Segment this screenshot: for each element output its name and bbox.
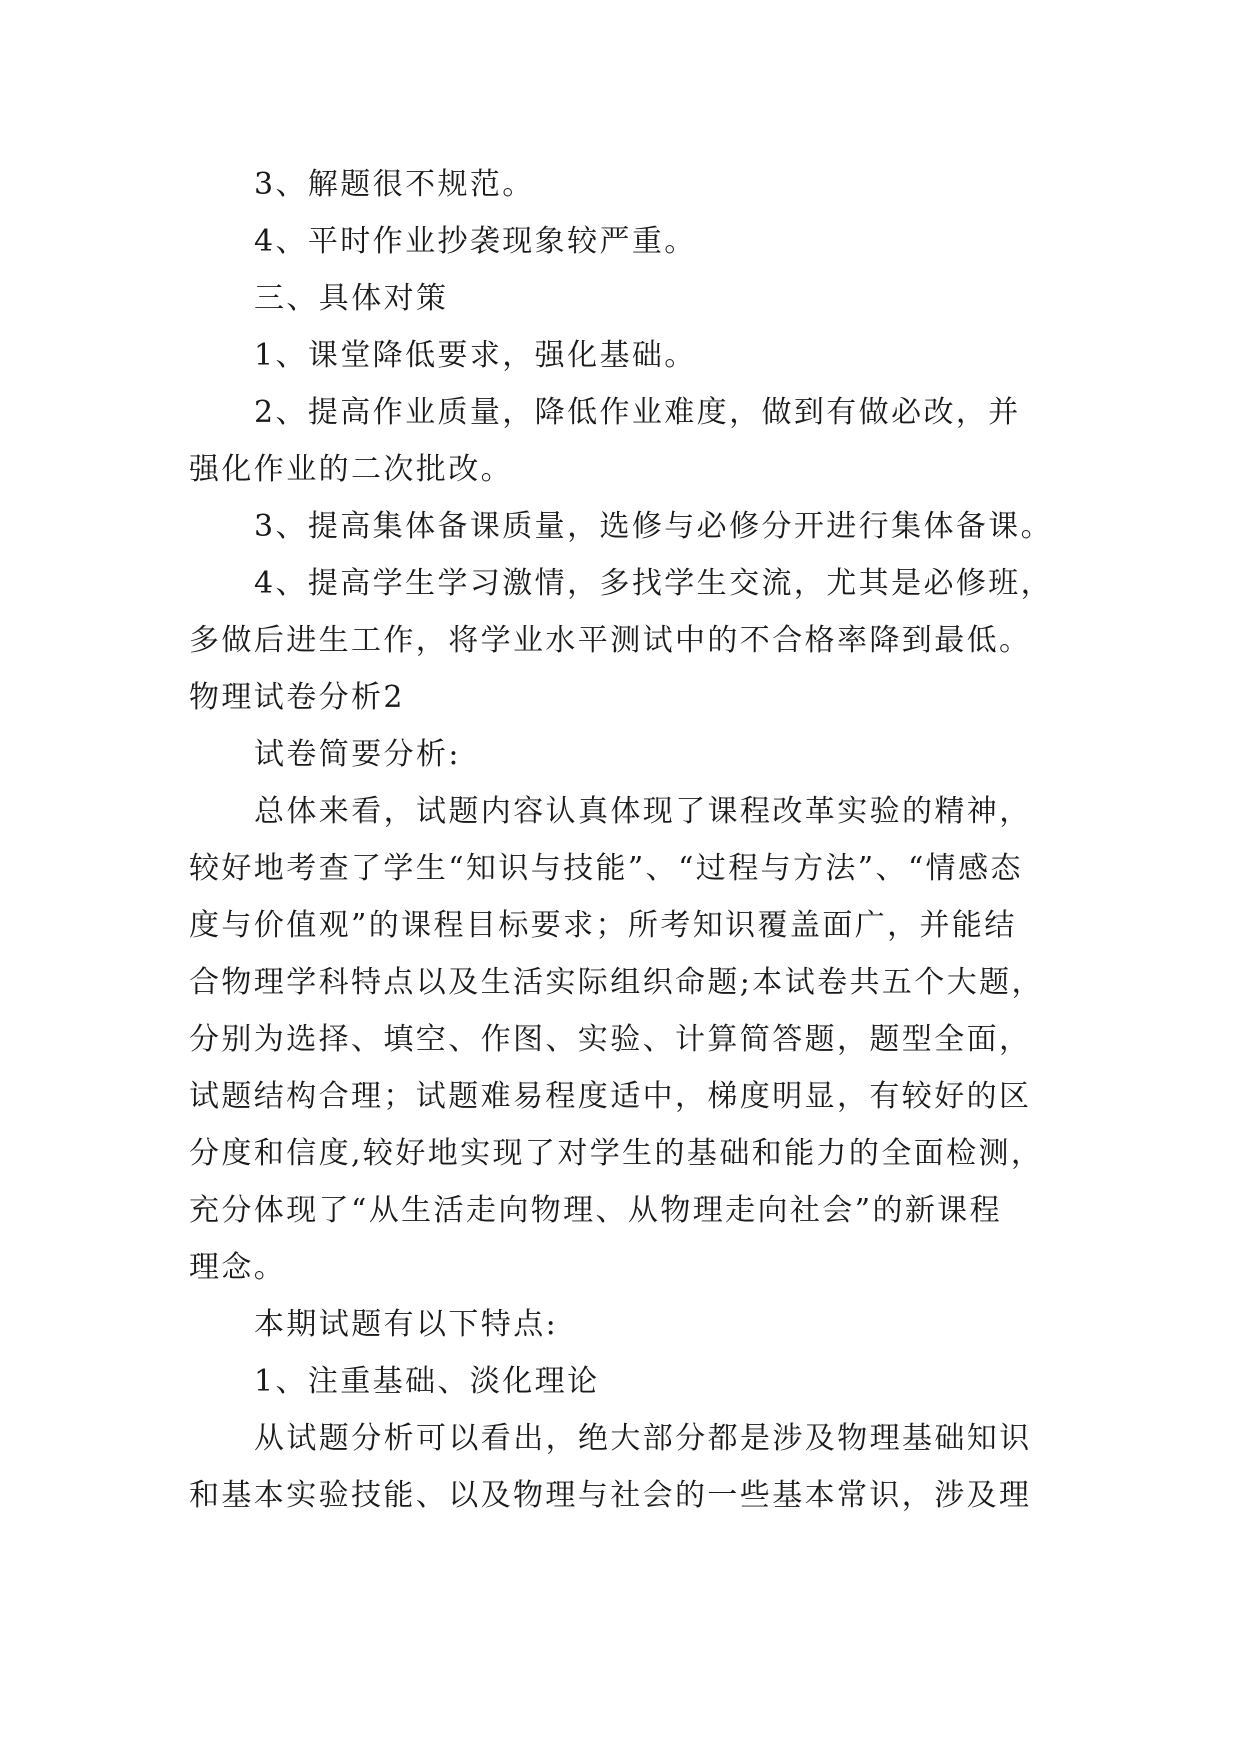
section-heading: 三、具体对策: [254, 281, 449, 316]
text-line: 分别为选择、填空、作图、实验、计算简答题，题型全面，: [189, 1022, 1032, 1057]
text-line: 总体来看，试题内容认真体现了课程改革实验的精神，: [254, 794, 1032, 829]
text-line: 强化作业的二次批改。: [189, 452, 513, 487]
text-line: 4、平时作业抄袭现象较严重。: [254, 224, 697, 259]
text-line: 合物理学科特点以及生活实际组织命题;本试卷共五个大题，: [189, 965, 1044, 1000]
text-line: 从试题分析可以看出，绝大部分都是涉及物理基础知识: [254, 1421, 1032, 1456]
text-line: 1、课堂降低要求，强化基础。: [254, 338, 697, 373]
text-line: 3、提高集体备课质量，选修与必修分开进行集体备课。: [254, 509, 1054, 544]
text-line: 度与价值观”的课程目标要求；所考知识覆盖面广，并能结: [189, 908, 1017, 943]
text-line: 理念。: [189, 1250, 287, 1285]
text-line: 分度和信度,较好地实现了对学生的基础和能力的全面检测，: [189, 1136, 1044, 1171]
text-line: 试题结构合理；试题难易程度适中，梯度明显，有较好的区: [189, 1079, 1032, 1114]
text-line: 2、提高作业质量，降低作业难度，做到有做必改，并: [254, 395, 1021, 430]
document-title: 物理试卷分析2: [189, 680, 405, 715]
text-line: 充分体现了“从生活走向物理、从物理走向社会”的新课程: [189, 1193, 1003, 1228]
text-line: 4、提高学生学习激情，多找学生交流，尤其是必修班，: [254, 566, 1054, 601]
text-line: 1、注重基础、淡化理论: [254, 1364, 600, 1399]
text-line: 本期试题有以下特点:: [254, 1307, 559, 1342]
text-line: 试卷简要分析:: [254, 737, 461, 772]
text-line: 多做后进生工作，将学业水平测试中的不合格率降到最低。: [189, 623, 1032, 658]
text-line: 和基本实验技能、以及物理与社会的一些基本常识，涉及理: [189, 1478, 1032, 1513]
text-line: 较好地考查了学生“知识与技能”、“过程与方法”、“情感态: [189, 851, 1023, 886]
text-line: 3、解题很不规范。: [254, 167, 535, 202]
